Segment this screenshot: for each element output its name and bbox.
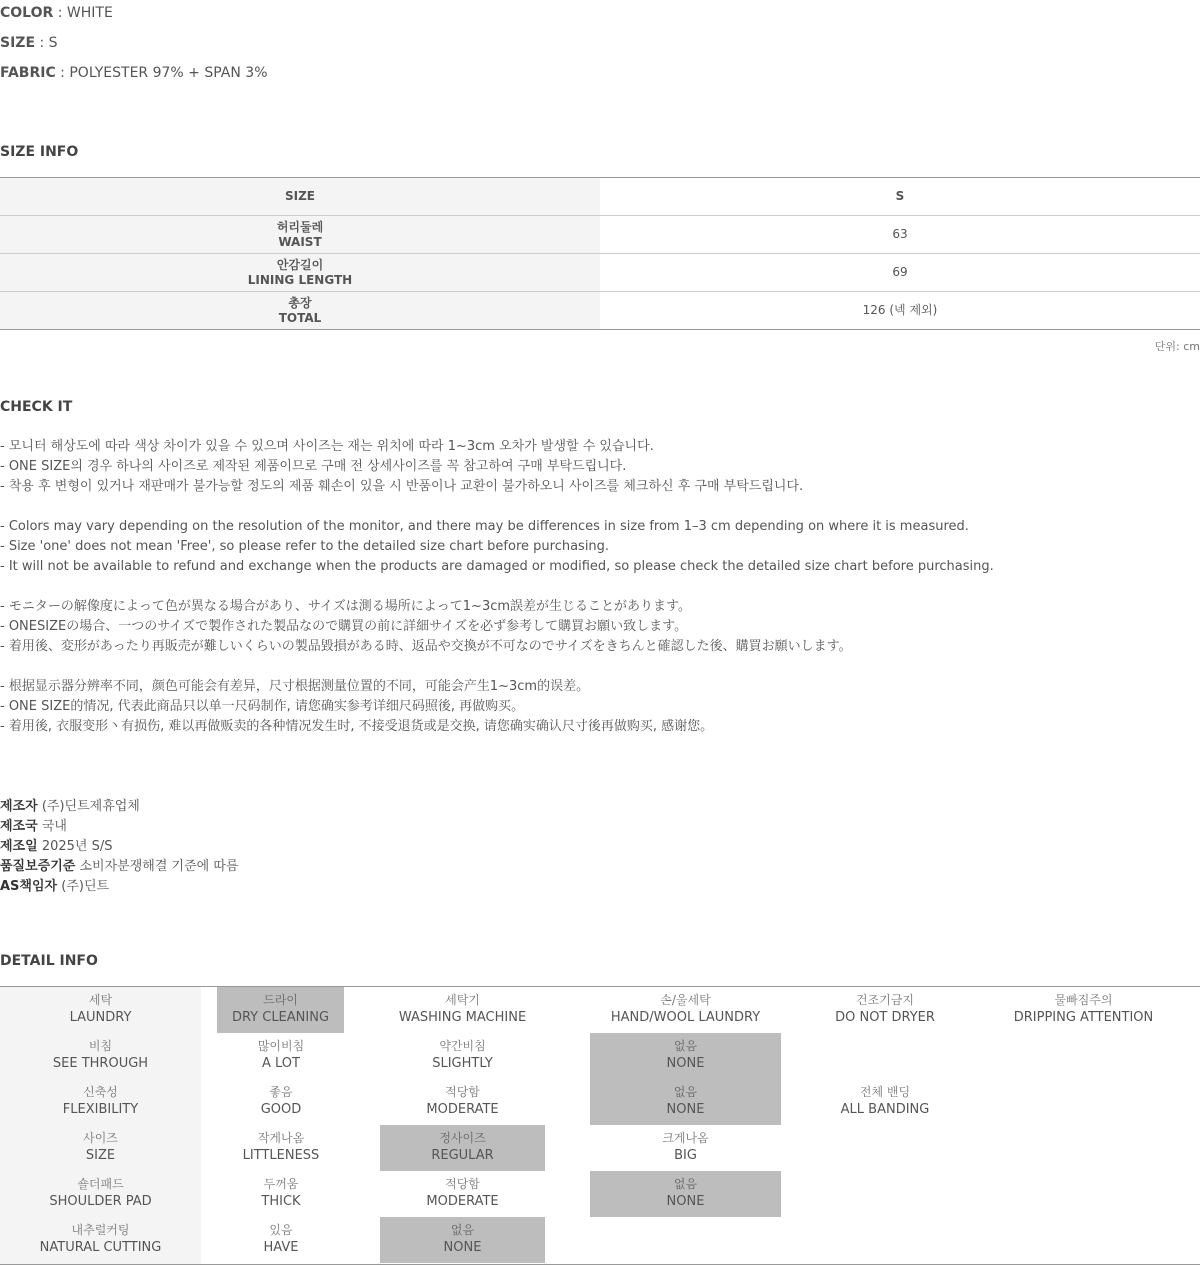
detail-row-head xyxy=(0,1033,201,1079)
detail-option-ko: 적당함 xyxy=(445,1085,480,1099)
table-row xyxy=(0,178,1200,216)
maker-row: 제조자 (주)딘트제휴업체 xyxy=(0,799,140,814)
check-line: - Size 'one' does not mean 'Free', so please refer to the detailed size chart before purchasing. xyxy=(0,539,610,554)
detail-option xyxy=(985,987,1182,1033)
maker-row: 품질보증기준 소비자분쟁해결 기준에 따름 xyxy=(0,859,239,874)
detail-option-ko: 없음 xyxy=(673,1177,698,1191)
detail-row-head xyxy=(0,1217,201,1263)
detail-option-ko: 없음 xyxy=(673,1039,698,1053)
detail-option-ko: 물빠짐주의 xyxy=(1054,993,1113,1007)
detail-head-en: SIZE xyxy=(85,1148,116,1163)
detail-option-en: DO NOT DRYER xyxy=(835,1010,935,1025)
detail-info-heading: DETAIL INFO xyxy=(0,953,98,969)
detail-option xyxy=(380,987,545,1033)
size-header-value: S xyxy=(600,178,1200,216)
check-line: - 착용 후 변형이 있거나 재판매가 불가능할 정도의 제품 훼손이 있을 시 반품이나 교환이 불가하오니 사이즈를 체크하신 후 구매 부탁드립니다. xyxy=(0,479,804,494)
check-line: - 根据显示器分辨率不同，颜色可能会有差异，尺寸根据测量位置的不同，可能会产生1~3cm的误差。 xyxy=(0,679,590,694)
detail-option-en: NONE xyxy=(443,1240,482,1255)
check-line: - 모니터 해상도에 따라 색상 차이가 있을 수 있으며 사이즈는 재는 위치에 따라 1~3cm 오차가 발생할 수 있습니다. xyxy=(0,439,654,454)
detail-head-en: FLEXIBILITY xyxy=(62,1102,139,1117)
check-line: - Colors may vary depending on the resolution of the monitor, and there may be differences in size from 1–3 cm depending on where it is measured. xyxy=(0,519,969,534)
detail-option-ko: 적당함 xyxy=(445,1177,480,1191)
size-row-value: 126 (넥 제외) xyxy=(600,292,1200,330)
detail-option-en: WASHING MACHINE xyxy=(398,1010,527,1025)
detail-option-ko: 전체 밴딩 xyxy=(859,1085,911,1099)
detail-option-ko: 많이비침 xyxy=(257,1039,305,1053)
detail-option xyxy=(201,1033,361,1079)
check-line: - 着用後, 衣服变形丶有损伤, 难以再做贩卖的各种情况发生时, 不接受退货或是交换, 请您确实确认尺寸後再做购买, 感谢您。 xyxy=(0,719,714,734)
detail-row-head xyxy=(0,1171,201,1217)
detail-option-en: GOOD xyxy=(260,1102,302,1117)
check-it-heading: CHECK IT xyxy=(0,399,73,415)
detail-option-en: DRIPPING ATTENTION xyxy=(1013,1010,1154,1025)
detail-option-en: REGULAR xyxy=(431,1148,494,1163)
size-header-label: SIZE xyxy=(0,178,600,216)
detail-option-ko: 정사이즈 xyxy=(439,1131,486,1145)
detail-option xyxy=(790,1079,980,1125)
detail-option xyxy=(201,1217,361,1263)
detail-option-en: NONE xyxy=(666,1194,705,1209)
detail-head-ko: 내추럴커팅 xyxy=(71,1223,130,1237)
spec-color: COLOR : WHITE xyxy=(0,5,113,21)
detail-option-ko: 약간비침 xyxy=(439,1039,486,1053)
detail-option-en: BIG xyxy=(674,1148,697,1163)
check-line: - 着用後、変形があったり再販売が難しいくらいの製品毀損がある時、返品や交換が不可なのでサイズをきちんと確認した後、購買お願いします。 xyxy=(0,639,852,654)
detail-option-ko: 드라이 xyxy=(263,993,298,1007)
size-info-heading: SIZE INFO xyxy=(0,144,79,160)
detail-option xyxy=(590,987,781,1033)
detail-option-ko: 두꺼움 xyxy=(263,1177,299,1191)
detail-option xyxy=(590,1125,781,1171)
size-table xyxy=(0,177,1200,330)
detail-option-ko: 크게나옴 xyxy=(662,1131,709,1145)
detail-option-en: NONE xyxy=(666,1102,705,1117)
detail-option-en: SLIGHTLY xyxy=(432,1056,493,1071)
detail-option-selected xyxy=(590,1079,781,1125)
detail-option xyxy=(790,987,980,1033)
detail-option-selected xyxy=(380,1217,545,1263)
maker-row: 제조국 국내 xyxy=(0,819,67,834)
detail-option xyxy=(380,1171,545,1217)
detail-row-head xyxy=(0,987,201,1033)
maker-row: AS책임자 (주)딘트 xyxy=(0,879,110,894)
detail-head-ko: 세탁 xyxy=(88,993,113,1007)
detail-option-en: LITTLENESS xyxy=(242,1148,320,1163)
table-row xyxy=(0,254,1200,292)
detail-option-en: NONE xyxy=(666,1056,705,1071)
detail-head-en: NATURAL CUTTING xyxy=(39,1240,162,1255)
check-line: - ONE SIZE的情况, 代表此商品只以单一尺码制作, 请您确实参考详细尺码照後, 再做购买。 xyxy=(0,699,525,714)
detail-option-ko: 없음 xyxy=(673,1085,698,1099)
detail-table xyxy=(0,986,1200,1265)
detail-option-ko: 손/울세탁 xyxy=(660,993,711,1007)
detail-option-en: MODERATE xyxy=(426,1102,499,1117)
detail-option-ko: 세탁기 xyxy=(445,993,480,1007)
detail-option xyxy=(380,1033,545,1079)
table-row xyxy=(0,216,1200,254)
detail-option-ko: 없음 xyxy=(450,1223,475,1237)
detail-option-selected xyxy=(380,1125,545,1171)
detail-head-ko: 사이즈 xyxy=(83,1131,118,1145)
spec-size: SIZE : S xyxy=(0,35,58,51)
detail-head-ko: 비침 xyxy=(88,1039,113,1053)
check-japanese xyxy=(0,597,852,657)
check-line: - ONE SIZE의 경우 하나의 사이즈로 제작된 제품이므로 구매 전 상세사이즈를 꼭 참고하여 구매 부탁드립니다. xyxy=(0,459,627,474)
size-row-label: 허리둘레 WAIST xyxy=(0,216,600,254)
detail-option-en: ALL BANDING xyxy=(840,1102,930,1117)
check-chinese xyxy=(0,677,713,737)
detail-head-ko: 숄더패드 xyxy=(77,1177,124,1191)
detail-option-ko: 있음 xyxy=(269,1223,293,1237)
size-row-label: 안감길이 LINING LENGTH xyxy=(0,254,600,292)
detail-head-en: SHOULDER PAD xyxy=(49,1194,152,1209)
detail-option-ko: 건조기금지 xyxy=(856,993,914,1007)
size-row-label: 총장 TOTAL xyxy=(0,292,600,330)
size-row-value: 69 xyxy=(600,254,1200,292)
detail-option-en: THICK xyxy=(261,1194,301,1209)
check-line: - モニターの解像度によって色が異なる場合があり、サイズは測る場所によって1~3cm誤差が生じることがあります。 xyxy=(0,599,691,614)
detail-option-selected xyxy=(590,1033,781,1079)
check-line: - It will not be available to refund and exchange when the products are damaged or modified, so please check the detailed size chart before purchasing. xyxy=(0,559,994,574)
detail-option-selected xyxy=(590,1171,781,1217)
detail-head-en: SEE THROUGH xyxy=(52,1056,149,1071)
detail-option-en: DRY CLEANING xyxy=(231,1010,330,1025)
unit-note: 단위: cm xyxy=(1154,340,1200,353)
detail-option-en: HAND/WOOL LAUNDRY xyxy=(610,1010,761,1025)
maker-row: 제조일 2025년 S/S xyxy=(0,839,113,854)
detail-option-en: HAVE xyxy=(263,1240,299,1255)
check-korean xyxy=(0,437,803,497)
spec-fabric: FABRIC : POLYESTER 97% + SPAN 3% xyxy=(0,65,268,81)
check-english xyxy=(0,517,994,577)
detail-option-ko: 작게나옴 xyxy=(257,1131,305,1145)
detail-option xyxy=(201,1125,361,1171)
detail-option-selected xyxy=(217,987,344,1033)
detail-option xyxy=(201,1079,361,1125)
table-row xyxy=(0,292,1200,330)
detail-option xyxy=(201,1171,361,1217)
size-row-value: 63 xyxy=(600,216,1200,254)
detail-option xyxy=(380,1079,545,1125)
detail-option-ko: 좋음 xyxy=(269,1085,293,1099)
detail-row-head xyxy=(0,1125,201,1171)
detail-row-head xyxy=(0,1079,201,1125)
detail-head-en: LAUNDRY xyxy=(69,1010,132,1025)
check-line: - ONESIZEの場合、一つのサイズで製作された製品なので購買の前に詳細サイズを必ず参考して購買お願い致します。 xyxy=(0,619,688,634)
detail-option-en: MODERATE xyxy=(426,1194,499,1209)
maker-info xyxy=(0,797,238,897)
detail-head-ko: 신축성 xyxy=(83,1085,118,1099)
detail-option-en: A LOT xyxy=(262,1056,300,1071)
